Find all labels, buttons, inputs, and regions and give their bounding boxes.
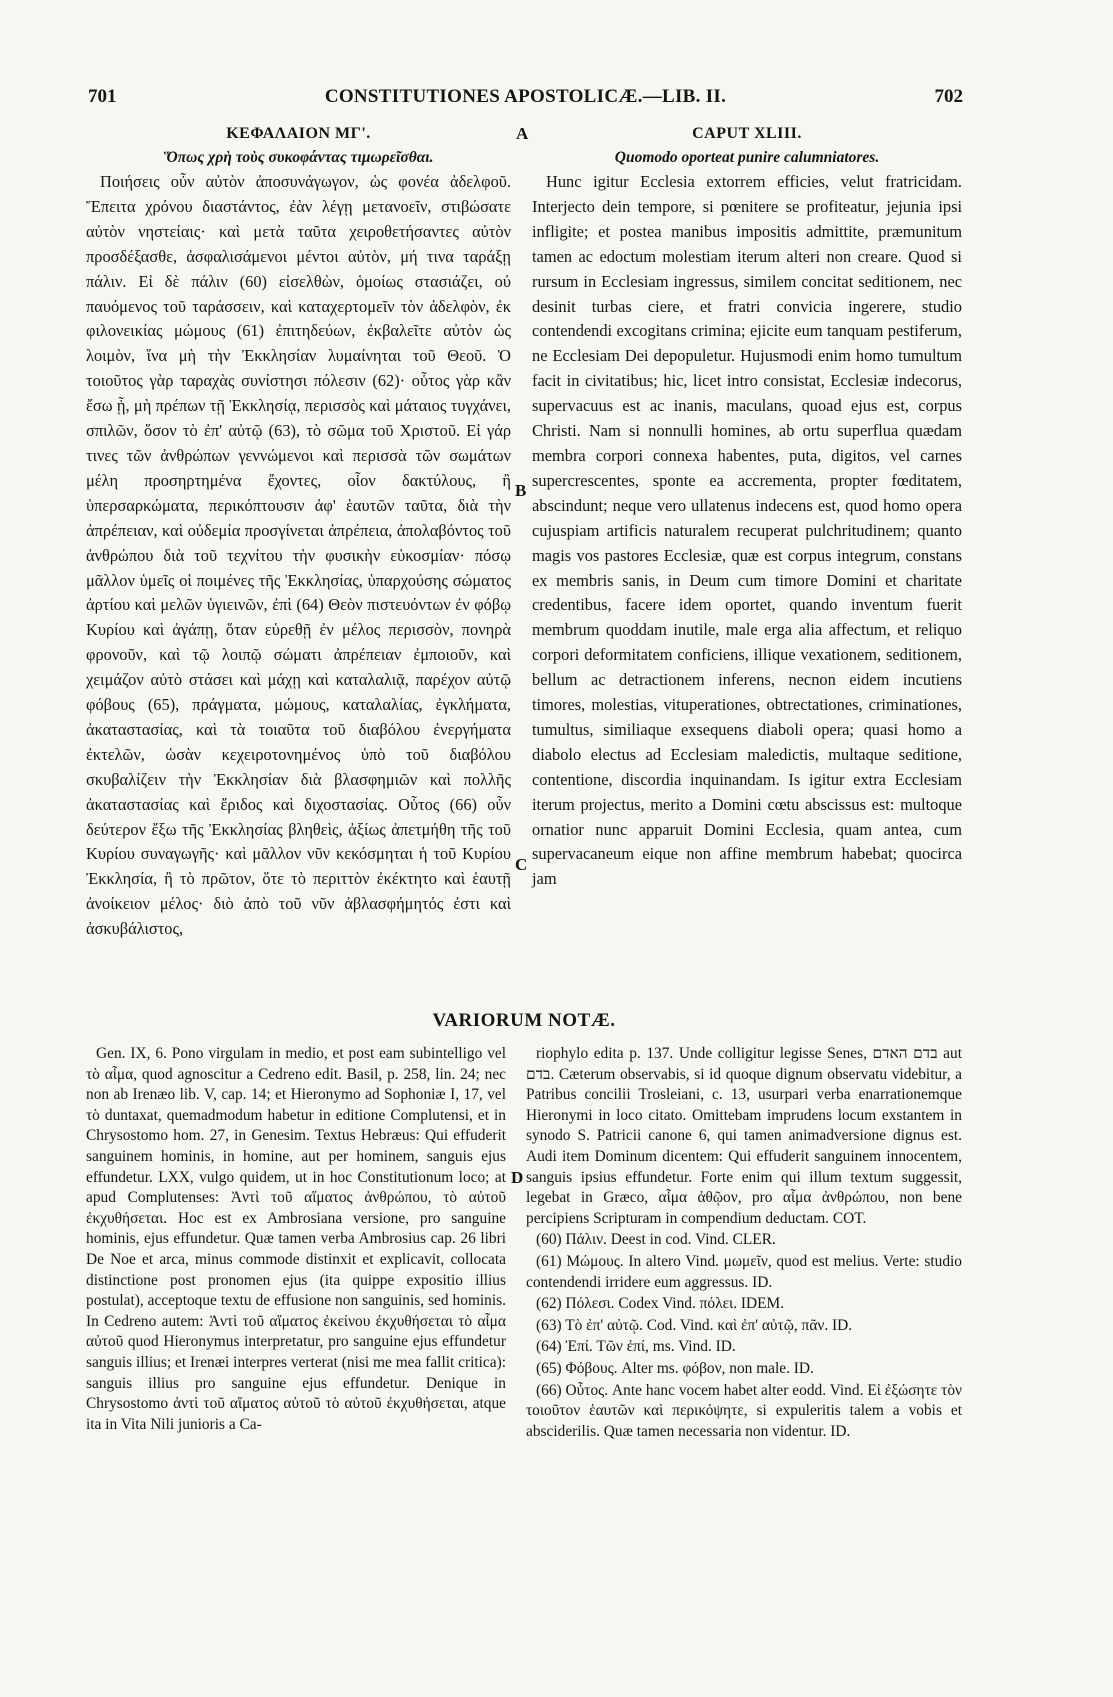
note-63: (63) Τὸ ἐπ' αὐτῷ. Cod. Vind. καὶ ἐπ' αὐτῷ, πᾶν. ID.	[536, 1316, 853, 1334]
page-number-left: 701	[88, 86, 117, 107]
running-title: CONSTITUTIONES APOSTOLICÆ.—LIB. II.	[324, 86, 727, 107]
note-60: (60) Πάλιν. Deest in cod. Vind. CLER.	[536, 1231, 776, 1249]
greek-chapter-subheading: Ὅπως χρὴ τοὺς συκοφάντας τιμωρεῖσθαι.	[163, 149, 434, 166]
note-62: (62) Πόλεσι. Codex Vind. πόλει. IDEM.	[536, 1295, 785, 1313]
notes-title: VARIORUM NOTÆ.	[432, 1010, 616, 1031]
margin-letter-b: B	[515, 481, 527, 500]
latin-column	[532, 122, 962, 892]
running-head	[88, 86, 963, 116]
margin-letter-a: A	[516, 124, 529, 143]
latin-chapter-heading: CAPUT XLIII.	[692, 125, 802, 142]
note-64: (64) Ἐπί. Τῶν ἐπί, ms. Vind. ID.	[536, 1338, 736, 1356]
page-number-right: 702	[934, 86, 963, 107]
greek-column	[86, 122, 511, 942]
note-66: (66) Οὗτος. Ante hanc vocem habet alter eodd. Vind. Εἰ ἐξώσητε τὸν τοιοῦτον ἑαυτῶν καὶ περικόψητε, si expuleritis talem a vobis et absciderilis. Quæ tamen necessaria non videntur. ID.	[526, 1381, 962, 1440]
note-61: (61) Μώμους. In altero Vind. μωμεῖν, quod est melius. Verte: studio contendendi irridere eum aggressus. ID.	[526, 1252, 962, 1291]
latin-text: Hunc igitur Ecclesia extorrem efficies, velut fratricidam. Interjecto dein tempore, si pœnitere se profiteatur, jejunia ipsi infligite; et postea manibus impositis admittite, præmunitum tamen ac edoctum molestiam iterum alteri non creare. Quod si rursum in Ecclesiam ingressus, similem concitat seditionem, nec desinit turbas ciere, et fratri convicia ingerere, studio contendendi excogitans crimina; ejicite eum tanquam pestiferum, ne Ecclesiam Dei depopuletur. Hujusmodi enim homo tumultum facit in civitatibus; hic, licet intro consistat, Ecclesiæ indecorus, supervacuus est ac inanis, maculans, quoad ejus est, corpus Christi. Nam si nonnulli homines, ab ortu superflua quædam membra corpori connexa habentes, puta, digitos, vel carnes supercrescentes, sponte ea accrementa, propter fœditatem, abscindunt; neque vero ullatenus indecens est, quod homo opera cujuspiam artificis naturalem recuperat pulchritudinem; quanto magis vos pastores Ecclesiæ, quæ est corpus integrum, constans ex membris sanis, in Deum cum timore Domini et charitate credentibus, facere idem oportet, quando inventum fuerit membrum quoddam inutile, male erga alia affectum, et reliquo corpori deformitatem conficiens, illique vexationem, seditionem, bellum ac detractionem inferens, necnon eidem incutiens timores, molestias, vituperationes, obtrectationes, criminationes, tumultus, similiaque exsequens diaboli opera; quasi homo a diabolo electus ad Ecclesiam maledictis, multaque seditione, contentione, discordia inquinandam. Is igitur extra Ecclesiam iterum projectus, merito a Domini cœtu abscissus est: multoque ornatior nunc apparuit Domini Ecclesia, quam antea, cum supervacaneum eique non affine membrum habebat; quocirca jam	[532, 172, 962, 889]
latin-chapter-subheading: Quomodo oporteat punire calumniatores.	[614, 149, 880, 166]
margin-letter-d: D	[511, 1168, 524, 1187]
note-65: (65) Φόβους. Alter ms. φόβον, non male. ID.	[536, 1359, 814, 1377]
notes-right-column	[526, 1044, 962, 1442]
note-paragraph: riophylo edita p. 137. Unde colligitur legisse Senes, בדם האדם aut בדם. Cæterum observabis, si id quoque dignum observatu videbitur, a Patribus concilii Trosleiani, c. 13, usurpari verba enarrationemque Hieronymi in loco citato. Omittebam imprudens locum exstantem in synodo S. Patricii canone 6, qui tamen animadversione dignus est. Audi item Dominum dicentem: Qui effuderit sanguinem innocentem, sanguis ipsius effundetur. Forte enim qui illum textum suggessit, legebat in Græco, αἷμα ἀθῷον, pro αἷμα ἀνθρώπου, non bene percipiens Scripturam in compendium deductam. COT.	[526, 1045, 962, 1227]
note-paragraph: Gen. IX, 6. Pono virgulam in medio, et post eam subintelligo vel τὸ αἷμα, quod agnoscitur a Cedreno edit. Basil, p. 258, lin. 24; nec non ab Irenæo lib. V, cap. 14; et Hieronymo ad Sophoniæ I, 17, vel τὸ duntaxat, quemadmodum habetur in editione Complutensi, et in Chrysostomo hom. 27, in Genesim. Textus Hebræus: Qui effuderit sanguinem hominis, in homine, aut per hominem, sanguis ejus effundetur. LXX, vulgo quidem, ut in hoc Constitutionum loco; at apud Complutenses: Ἀντὶ τοῦ αἵματος ἀνθρώπου, τὸ αὐτοῦ ἐκχυθήσεται. Hoc est ex Ambrosiana versione, pro sanguine hominis, ejus effundetur. Quæ tamen verba Ambrosius cap. 26 libri De Noe et arca, minus commode distinxit et explicavit, collocata distinctione post pronomen ejus (ita quippe expositio illius postulat), acceptoque textu de effusione non sanguinis, sed hominis. In Cedreno autem: Ἀντὶ τοῦ αἵματος ἐκείνου ἐκχυθήσεται τὸ αἷμα αὐτοῦ quod Hieronymus interpretatur, pro sanguine ejus effundetur sanguis illius; et Irenæi interpres verterat (nisi me mea fallit critica): sanguis illius pro sanguine ejus effundetur. Denique in Chrysostomo ἀντὶ τοῦ αἵματος αὐτοῦ τὸ αὐτοῦ ἐκχυθήσεται, atque ita in Vita Nili junioris a Ca-	[86, 1045, 506, 1433]
greek-text: Ποιήσεις οὖν αὐτὸν ἀποσυνάγωγον, ὡς φονέα ἀδελφοῦ. Ἔπειτα χρόνου διαστάντος, ἐὰν λέγῃ μετανοεῖν, στιβώσατε αὐτὸν νηστείαις· καὶ μετὰ ταῦτα χειροθετήσαντες αὐτὸν προσδέξασθε, ἀσφαλισάμενοι μέντοι αὐτὸν, μή τινα ταράξῃ πάλιν. Εἰ δὲ πάλιν (60) εἰσελθὼν, ὁμοίως στασιάζει, οὐ παυόμενος τοῦ ταράσσειν, καὶ καταχερτομεῖν τὸν ἀδελφὸν, ἐκ φιλονεικίας μώμους (61) ἐπιτηδεύων, ἐκβαλεῖτε αὐτὸν ὡς λοιμὸν, ἵνα μὴ τὴν Ἐκκλησίαν λυμαίνηται τοῦ Θεοῦ. Ὁ τοιοῦτος γὰρ ταραχὰς συνίστησι πόλεσιν (62)· οὗτος γὰρ κἂν ἔσω ᾖ, μὴ πρέπων τῇ Ἐκκλησίᾳ, περισσὸς καὶ μάταιος τυγχάνει, σπιλῶν, ὅσον τὸ ἐπ' αὐτῷ (63), τὸ σῶμα τοῦ Χριστοῦ. Εἰ γάρ τινες τῶν ἀνθρώπων γεννώμενοι καὶ περισσὰ τῶν σωμάτων μέλη προσηρτημένα ἔχοντες, οἷον δακτύλους, ἢ ὑπερσαρκώματα, περικόπτουσιν ἀφ' ἑαυτῶν ταῦτα, διὰ τὴν ἀπρέπειαν, καὶ οὐδεμία προσγίνεται ἀπρέπεια, ἀπολαβόντος τοῦ ἀνθρώπου διὰ τοῦ τεχνίτου τὴν φυσικὴν εὐκοσμίαν· πόσῳ μᾶλλον ὑμεῖς οἱ ποιμένες τῆς Ἐκκλησίας, ὑπαρχούσης σώματος ἀρτίου καὶ μελῶν ὑγιεινῶν, ἐπὶ (64) Θεὸν πιστευόντων ἐν φόβῳ Κυρίου καὶ ἀγάπῃ, ὅταν εὑρεθῇ ἐν μέλος περισσὸν, πονηρὰ φρονοῦν, καὶ τῷ λοιπῷ σώματι ἀπρέπειαν ἐμποιοῦν, καὶ χειμάζον αὐτὸ στάσει καὶ μάχῃ καὶ καταλαλιᾷ, παρέχον αὐτῷ φόβους (65), πράγματα, μώμους, καταλαλίας, ἐγκλήματα, ἀκαταστασίας, καὶ τὰ τοιαῦτα τοῦ διαβόλου ἐνεργήματα ἐκτελῶν, ὡσὰν κεχειροτονημένος ὑπὸ τοῦ διαβόλου σκυβαλίζειν τὴν Ἐκκλησίαν διὰ βλασφημιῶν καὶ πολλῆς ἀκαταστασίας καὶ ἔριδος καὶ διχοστασίας. Οὗτος (66) οὖν δεύτερον ἔξω τῆς Ἐκκλησίας βληθεὶς, ἀξίως ἀπετμήθη τῆς τοῦ Κυρίου συναγωγῆς· καὶ μᾶλλον νῦν κεκόσμηται ἡ τοῦ Κυρίου Ἐκκλησία, ἢ τὸ πρῶτον, ὅτε τὸ περιττὸν ἐκέκτητο καὶ ἑαυτῇ ἀνοίκειον μέλος· διὸ ἀπὸ τοῦ νῦν ἀβλασφήμητός ἐστι καὶ ἀσκυβάλιστος,	[86, 172, 511, 939]
margin-letter-c: C	[515, 855, 528, 874]
notes-left-column	[86, 1044, 506, 1435]
greek-chapter-heading: ΚΕΦΑΛΑΙΟΝ ΜΓ'.	[226, 125, 371, 142]
